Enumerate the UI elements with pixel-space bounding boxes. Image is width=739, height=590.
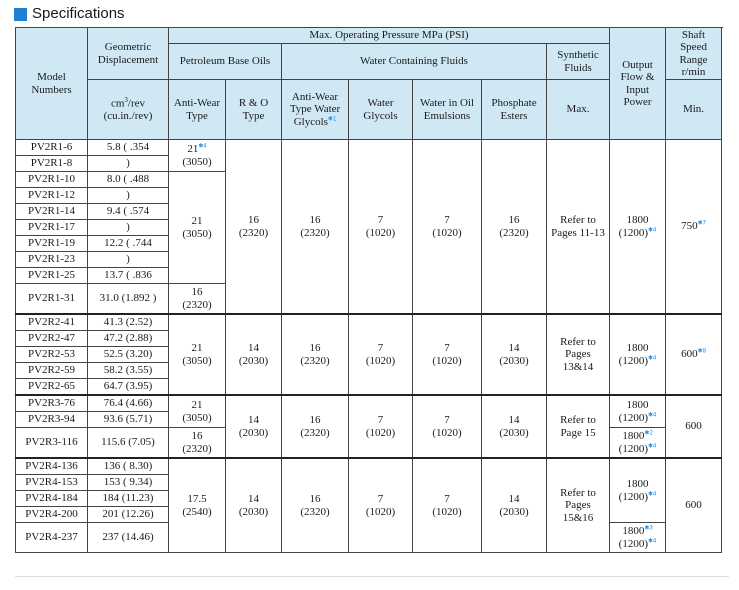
displacement: 136 ( 8.30) bbox=[88, 458, 169, 475]
speed-value: 1800 bbox=[626, 399, 649, 412]
pressure-value: 7 bbox=[377, 414, 384, 427]
displacement: ) bbox=[88, 156, 169, 172]
footnote-marker: ✱1 bbox=[327, 116, 337, 122]
displacement: 201 (12.26) bbox=[88, 507, 169, 523]
water-oil-cell bbox=[413, 458, 482, 553]
footnote-marker: ✱7 bbox=[697, 220, 706, 227]
units-exponent: 3 bbox=[124, 95, 128, 104]
model-number: PV2R2-59 bbox=[16, 363, 88, 379]
pressure-value: 14 bbox=[248, 414, 259, 427]
displacement: 9.4 ( .574 bbox=[88, 204, 169, 220]
ro-cell bbox=[226, 140, 282, 315]
pressure-value: 16 bbox=[309, 493, 321, 506]
footnote-marker: ✱4 bbox=[647, 354, 657, 361]
model-number: PV2R1-14 bbox=[16, 204, 88, 220]
speed-value: 600 bbox=[681, 348, 698, 361]
table-row bbox=[16, 458, 722, 475]
model-numbers-header: Model Numbers bbox=[16, 28, 88, 140]
aw-glycols-cell bbox=[282, 458, 349, 553]
speed-value-alt: (1200) bbox=[618, 490, 648, 503]
output-flow-header: Output Flow & Input Power bbox=[610, 28, 666, 140]
anti-wear-cell bbox=[169, 172, 226, 284]
pressure-value: 16 bbox=[191, 430, 203, 443]
max-speed-header: Max. bbox=[547, 80, 610, 140]
water-glycols-cell bbox=[349, 140, 413, 315]
pressure-psi: (3050) bbox=[182, 411, 212, 424]
pressure-value: 7 bbox=[444, 342, 450, 355]
pressure-psi: (2030) bbox=[238, 354, 269, 367]
specifications-table bbox=[15, 27, 722, 553]
pressure-psi: (2320) bbox=[182, 442, 212, 455]
anti-wear-cell bbox=[169, 284, 226, 315]
model-number: PV2R4-153 bbox=[16, 475, 88, 491]
footnote-marker: ✱2 bbox=[644, 430, 653, 437]
model-number: PV2R1-23 bbox=[16, 252, 88, 268]
phosphate-cell bbox=[482, 314, 547, 395]
speed-value: 750 bbox=[681, 220, 698, 233]
displacement: 93.6 (5.71) bbox=[88, 412, 169, 428]
pressure-value: 21 bbox=[191, 215, 203, 228]
anti-wear-type-header: Anti-Wear Type bbox=[169, 80, 226, 140]
displacement: 13.7 ( .836 bbox=[88, 268, 169, 284]
speed-value-alt: (1200) bbox=[618, 354, 648, 367]
max-speed-cell bbox=[610, 140, 666, 315]
min-speed-cell bbox=[666, 140, 722, 315]
model-number: PV2R4-200 bbox=[16, 507, 88, 523]
pressure-psi: (1020) bbox=[365, 226, 396, 239]
water-oil-cell bbox=[413, 395, 482, 458]
phosphate-cell bbox=[482, 140, 547, 315]
ro-cell bbox=[226, 458, 282, 553]
displacement: 153 ( 9.34) bbox=[88, 475, 169, 491]
pressure-psi: (2030) bbox=[238, 426, 269, 439]
pressure-value: 7 bbox=[444, 493, 450, 506]
pressure-value: 16 bbox=[191, 286, 203, 299]
units-cm: cm bbox=[110, 97, 125, 110]
max-speed-cell bbox=[610, 314, 666, 395]
pressure-value: 7 bbox=[444, 414, 450, 427]
min-speed-cell: 600 bbox=[666, 395, 722, 458]
pressure-psi: (2320) bbox=[300, 505, 330, 518]
pressure-psi: (1020) bbox=[365, 426, 396, 439]
pressure-value: 17.5 bbox=[187, 493, 207, 506]
model-number: PV2R1-19 bbox=[16, 236, 88, 252]
units-rev: /rev bbox=[127, 97, 146, 110]
displacement: 5.8 ( .354 bbox=[88, 140, 169, 156]
displacement: 52.5 (3.20) bbox=[88, 347, 169, 363]
pressure-psi: (2320) bbox=[300, 426, 330, 439]
water-oil-emulsions-header: Water in Oil Emulsions bbox=[413, 80, 482, 140]
model-number: PV2R4-136 bbox=[16, 458, 88, 475]
model-number: PV2R2-47 bbox=[16, 331, 88, 347]
table-row bbox=[16, 140, 722, 156]
water-oil-cell bbox=[413, 140, 482, 315]
model-number: PV2R4-237 bbox=[16, 523, 88, 553]
pressure-psi: (2540) bbox=[182, 505, 212, 518]
displacement: 31.0 (1.892 ) bbox=[88, 284, 169, 315]
pressure-value: 14 bbox=[248, 342, 259, 355]
output-cell: Refer to Pages 15&16 bbox=[547, 458, 610, 553]
units-inch: (cu.in./rev) bbox=[103, 109, 153, 122]
model-number: PV2R4-184 bbox=[16, 491, 88, 507]
pressure-psi: (2320) bbox=[300, 354, 330, 367]
pressure-psi: (1020) bbox=[432, 505, 462, 518]
water-glycols-cell bbox=[349, 458, 413, 553]
aw-water-glycols-label: Anti-Wear Type Water Glycols bbox=[289, 91, 341, 128]
ro-type-header: R & O Type bbox=[226, 80, 282, 140]
speed-value-alt: (1200) bbox=[618, 226, 648, 239]
model-number: PV2R2-65 bbox=[16, 379, 88, 396]
anti-wear-cell bbox=[169, 314, 226, 395]
pressure-value: 7 bbox=[444, 214, 450, 227]
output-cell: Refer to Pages 11-13 bbox=[547, 140, 610, 315]
footnote-marker: ✱4 bbox=[647, 442, 657, 449]
pressure-psi: (3050) bbox=[182, 354, 212, 367]
synthetic-fluids-header: Synthetic Fluids bbox=[547, 44, 610, 80]
aw-glycols-cell bbox=[282, 314, 349, 395]
pressure-value: 16 bbox=[248, 214, 259, 227]
header-row-1 bbox=[16, 28, 722, 44]
speed-value: 1800 bbox=[626, 342, 649, 355]
min-speed-cell: 600 bbox=[666, 458, 722, 553]
pressure-psi: (2320) bbox=[182, 298, 212, 311]
max-operating-pressure-header: Max. Operating Pressure MPa (PSI) bbox=[169, 28, 610, 44]
phosphate-esters-header: Phosphate Esters bbox=[482, 80, 547, 140]
bottom-divider bbox=[15, 576, 729, 577]
displacement: 76.4 (4.66) bbox=[88, 395, 169, 412]
displacement: ) bbox=[88, 220, 169, 236]
anti-wear-cell bbox=[169, 458, 226, 553]
model-number: PV2R3-76 bbox=[16, 395, 88, 412]
water-oil-cell bbox=[413, 314, 482, 395]
displacement: 8.0 ( .488 bbox=[88, 172, 169, 188]
displacement: 237 (14.46) bbox=[88, 523, 169, 553]
table-row bbox=[16, 395, 722, 412]
anti-wear-cell bbox=[169, 140, 226, 172]
pressure-psi: (2320) bbox=[499, 226, 529, 239]
pressure-psi: (1020) bbox=[365, 505, 396, 518]
displacement: ) bbox=[88, 188, 169, 204]
blue-square-icon bbox=[14, 8, 27, 21]
pressure-psi: (2320) bbox=[300, 226, 330, 239]
geometric-displacement-header: Geometric Displacement bbox=[88, 28, 169, 80]
displacement: ) bbox=[88, 252, 169, 268]
output-cell: Refer to Page 15 bbox=[547, 395, 610, 458]
displacement: 58.2 (3.55) bbox=[88, 363, 169, 379]
speed-value: 1800 bbox=[622, 430, 645, 443]
phosphate-cell bbox=[482, 395, 547, 458]
model-number: PV2R1-17 bbox=[16, 220, 88, 236]
pressure-value: 21 bbox=[187, 143, 199, 156]
footnote-marker: ✱4 bbox=[647, 490, 657, 497]
pressure-value: 16 bbox=[309, 214, 321, 227]
speed-value-alt: (1200) bbox=[618, 537, 648, 550]
model-number: PV2R3-116 bbox=[16, 428, 88, 459]
footnote-marker: ✱4 bbox=[198, 143, 207, 150]
pressure-value: 21 bbox=[191, 399, 203, 412]
model-number: PV2R3-94 bbox=[16, 412, 88, 428]
phosphate-cell bbox=[482, 458, 547, 553]
pressure-value: 14 bbox=[248, 493, 259, 506]
pressure-value: 14 bbox=[508, 414, 520, 427]
ro-cell bbox=[226, 314, 282, 395]
water-glycols-cell bbox=[349, 314, 413, 395]
pressure-psi: (2030) bbox=[499, 426, 529, 439]
anti-wear-cell bbox=[169, 395, 226, 428]
speed-value: 1800 bbox=[622, 525, 645, 538]
pressure-value: 7 bbox=[377, 493, 384, 506]
footnote-marker: ✱4 bbox=[647, 226, 657, 233]
pressure-value: 7 bbox=[377, 342, 384, 355]
min-speed-cell bbox=[666, 314, 722, 395]
pressure-value: 7 bbox=[377, 214, 384, 227]
pressure-value: 14 bbox=[508, 493, 520, 506]
displacement: 184 (11.23) bbox=[88, 491, 169, 507]
displacement: 41.3 (2.52) bbox=[88, 314, 169, 331]
max-speed-cell bbox=[610, 428, 666, 459]
shaft-speed-range-header: Shaft Speed Range r/min bbox=[666, 28, 722, 80]
model-number: PV2R2-41 bbox=[16, 314, 88, 331]
pressure-psi: (3050) bbox=[182, 155, 212, 168]
displacement: 47.2 (2.88) bbox=[88, 331, 169, 347]
speed-value-alt: (1200) bbox=[618, 411, 648, 424]
pressure-psi: (1020) bbox=[432, 354, 462, 367]
water-containing-fluids-header: Water Containing Fluids bbox=[282, 44, 547, 80]
anti-wear-cell bbox=[169, 428, 226, 459]
pressure-value: 14 bbox=[508, 342, 520, 355]
water-glycols-cell bbox=[349, 395, 413, 458]
section-header bbox=[14, 2, 125, 24]
output-cell: Refer to Pages 13&14 bbox=[547, 314, 610, 395]
aw-glycols-cell bbox=[282, 395, 349, 458]
footnote-marker: ✱8 bbox=[697, 348, 706, 355]
model-number: PV2R1-31 bbox=[16, 284, 88, 315]
footnote-marker: ✱4 bbox=[647, 411, 657, 418]
water-glycols-header: Water Glycols bbox=[349, 80, 413, 140]
pressure-psi: (2320) bbox=[238, 226, 269, 239]
units-header bbox=[88, 80, 169, 140]
max-speed-cell bbox=[610, 523, 666, 553]
speed-value: 1800 bbox=[626, 478, 649, 491]
pressure-psi: (3050) bbox=[182, 227, 212, 240]
model-number: PV2R1-12 bbox=[16, 188, 88, 204]
displacement: 115.6 (7.05) bbox=[88, 428, 169, 459]
min-speed-header: Min. bbox=[666, 80, 722, 140]
pressure-value: 16 bbox=[309, 342, 321, 355]
speed-value: 1800 bbox=[626, 214, 649, 227]
speed-value-alt: (1200) bbox=[618, 442, 648, 455]
pressure-psi: (1020) bbox=[432, 426, 462, 439]
pressure-value: 21 bbox=[191, 342, 203, 355]
model-number: PV2R1-25 bbox=[16, 268, 88, 284]
max-speed-cell bbox=[610, 458, 666, 523]
ro-cell bbox=[226, 395, 282, 458]
footnote-marker: ✱3 bbox=[644, 525, 653, 532]
pressure-psi: (2030) bbox=[238, 505, 269, 518]
model-number: PV2R2-53 bbox=[16, 347, 88, 363]
table-row bbox=[16, 314, 722, 331]
displacement: 12.2 ( .744 bbox=[88, 236, 169, 252]
section-title: Specifications bbox=[32, 4, 125, 22]
model-number: PV2R1-6 bbox=[16, 140, 88, 156]
model-number: PV2R1-8 bbox=[16, 156, 88, 172]
max-speed-cell bbox=[610, 395, 666, 428]
footnote-marker: ✱4 bbox=[647, 537, 657, 544]
pressure-value: 16 bbox=[508, 214, 520, 227]
aw-water-glycols-header bbox=[282, 80, 349, 140]
pressure-psi: (1020) bbox=[365, 354, 396, 367]
pressure-psi: (1020) bbox=[432, 226, 462, 239]
aw-glycols-cell bbox=[282, 140, 349, 315]
pressure-value: 16 bbox=[309, 414, 321, 427]
pressure-psi: (2030) bbox=[499, 505, 529, 518]
petroleum-base-oils-header: Petroleum Base Oils bbox=[169, 44, 282, 80]
displacement: 64.7 (3.95) bbox=[88, 379, 169, 396]
model-number: PV2R1-10 bbox=[16, 172, 88, 188]
pressure-psi: (2030) bbox=[499, 354, 529, 367]
